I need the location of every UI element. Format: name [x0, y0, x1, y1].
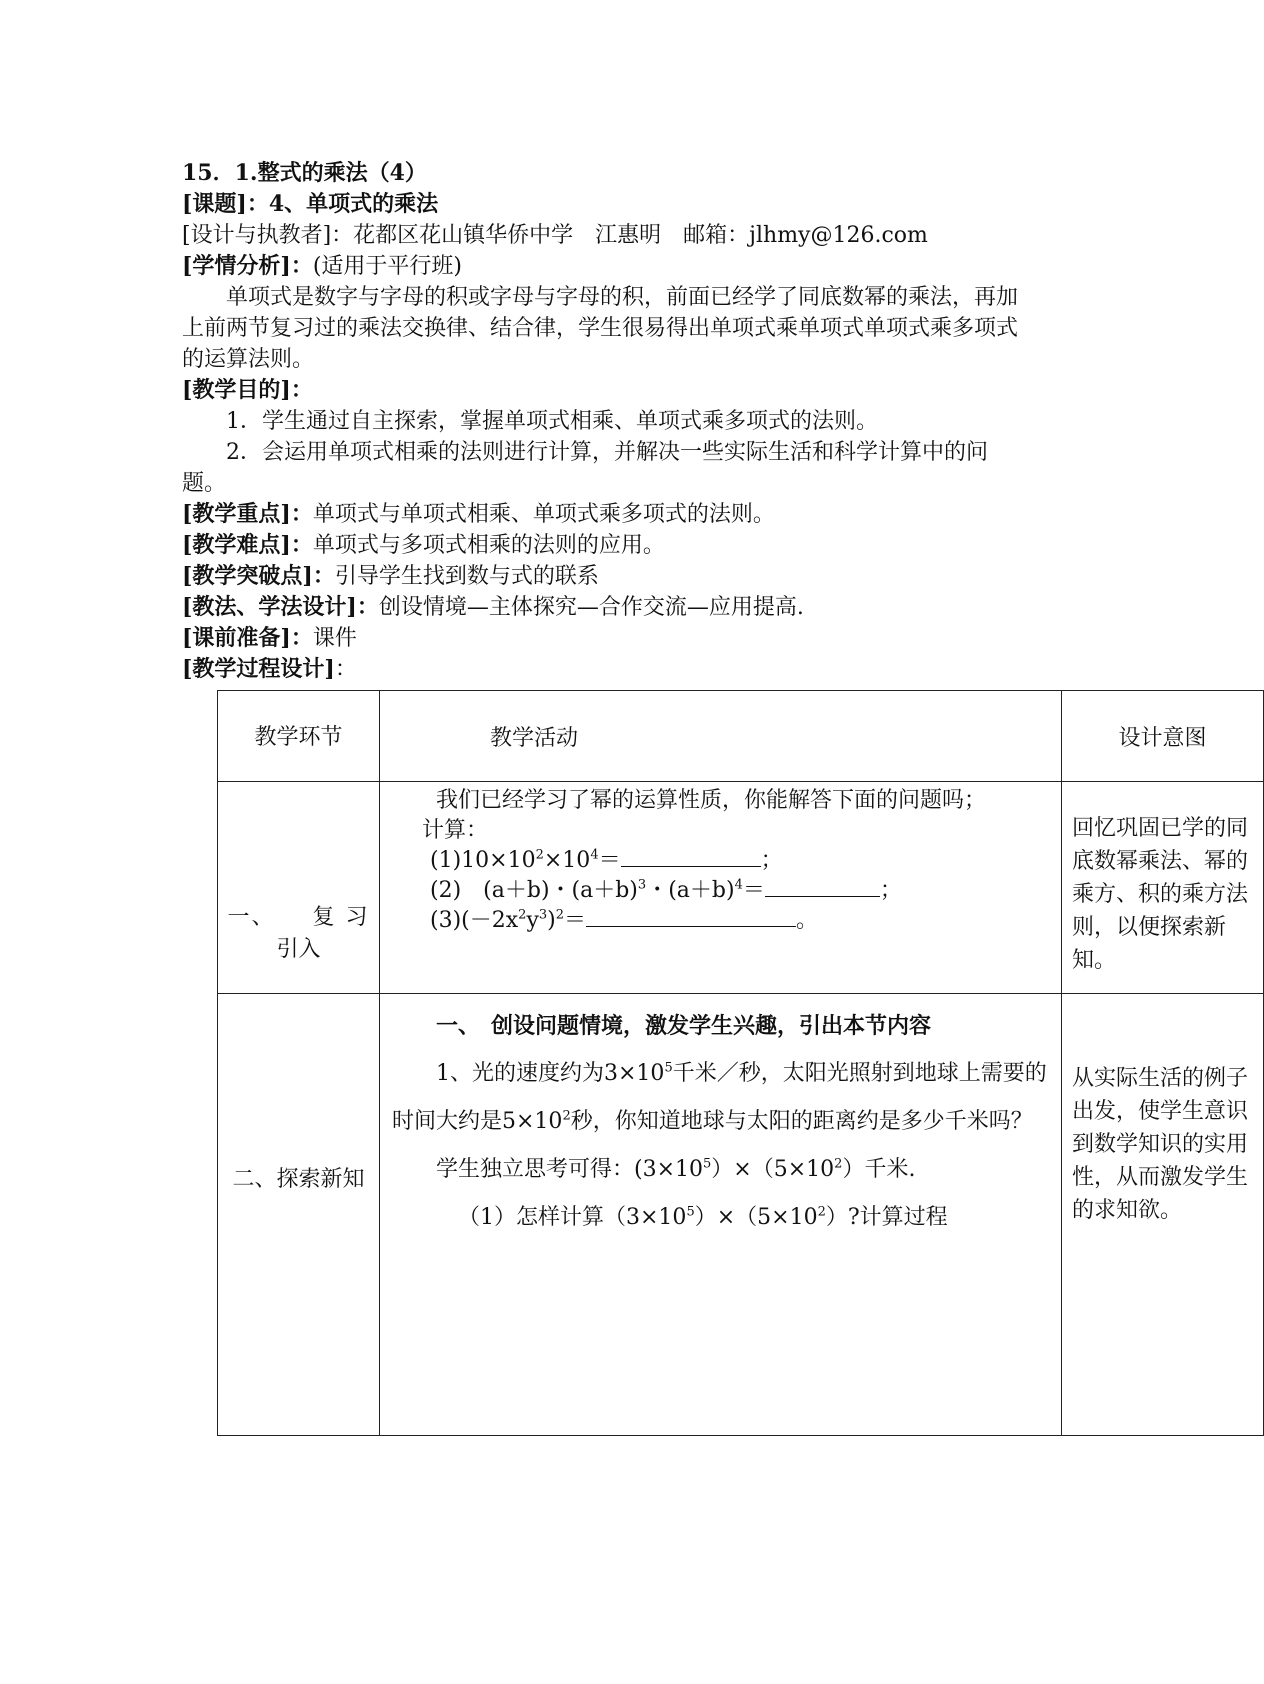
- calc-label: 计算：: [422, 818, 489, 843]
- answer-blank-2: [765, 876, 880, 897]
- q2-exp1: 3: [637, 877, 647, 893]
- q1-eq: ＝: [598, 848, 621, 873]
- step-cell-review: [218, 782, 380, 994]
- method-value: 创设情境—主体探究—合作交流—应用提高.: [378, 595, 804, 620]
- p1-exp1: 5: [664, 1060, 673, 1076]
- review-intro: 我们已经学习了幂的运算性质，你能解答下面的问题吗；: [436, 788, 987, 813]
- q1-mid: ×10: [543, 848, 591, 873]
- designer-label: [设计与执教者]：: [182, 223, 354, 248]
- q1-exp1: 2: [535, 847, 544, 863]
- intent-cell-explore: 从实际生活的例子出发，使学生意识到数学知识的实用性，从而激发学生的求知欲。: [1062, 994, 1264, 1436]
- designer-line: [182, 220, 1042, 251]
- goals-label: [教学目的]：: [182, 377, 313, 403]
- step-text-b: 引入: [276, 937, 321, 962]
- step-cell-explore: 二、探索新知: [218, 994, 380, 1436]
- p2-c: ）千米.: [842, 1157, 916, 1182]
- focus-value: 单项式与单项式相乘、单项式乘多项式的法则。: [312, 502, 775, 527]
- analysis-text: 单项式是数字与字母的积或字母与字母的积，前面已经学了同底数幂的乘法，再加上前两节复习过的乘法交换律、结合律，学生很易得出单项式乘单项式单项式乘多项式的运算法则。: [182, 285, 1019, 372]
- p2-b: ）×（5×10: [711, 1157, 835, 1182]
- p1-b: 千米／秒，太阳光照射到地球上需要的时间大约是5×10: [392, 1061, 1047, 1134]
- answer-blank-1: [621, 846, 761, 867]
- goal-item-2: 2．会运用单项式相乘的法则进行计算，并解决一些实际生活和科学计算中的问题。: [182, 440, 988, 496]
- q2-eq: ＝: [742, 878, 765, 903]
- breakthrough-line: [182, 561, 1042, 592]
- process-colon: ：: [334, 657, 357, 682]
- table-row: [218, 782, 1264, 994]
- p3-exp2: 2: [817, 1204, 826, 1220]
- p2-exp2: 2: [834, 1156, 843, 1172]
- designer-value: 花都区花山镇华侨中学 江惠明 邮箱：jlhmy@126.com: [353, 223, 928, 248]
- col-header-intent: 设计意图: [1062, 691, 1264, 782]
- q2-prefix: (2) (a＋b)・(a＋b): [430, 878, 638, 903]
- difficulty-line: [182, 530, 1042, 561]
- question-2: [392, 876, 1053, 906]
- lesson-process-table: [217, 690, 1264, 1436]
- prep-value: 课件: [312, 626, 357, 651]
- q2-exp2: 4: [734, 877, 743, 893]
- q2-end: ；: [879, 878, 902, 903]
- process-label: [教学过程设计]: [182, 656, 335, 682]
- q3-eq: ＝: [564, 908, 587, 933]
- q1-prefix: (1)10×10: [430, 848, 536, 873]
- activity-cell-review: [380, 782, 1062, 994]
- analysis-label: [学情分析]：: [182, 253, 313, 279]
- q3-exp2: 3: [538, 907, 548, 923]
- p3-b: ）×（5×10: [694, 1205, 818, 1230]
- p2-exp1: 5: [703, 1156, 712, 1172]
- lesson-header: [182, 158, 1042, 685]
- question-1: [392, 846, 1053, 876]
- method-label: [教法、学法设计]：: [182, 594, 379, 620]
- q3-exp3: 2: [555, 907, 565, 923]
- topic-label: [课题]：: [182, 191, 269, 217]
- focus-line: [182, 499, 1042, 530]
- prep-label: [课前准备]：: [182, 625, 313, 651]
- lesson-title: 15．1.整式的乘法（4）: [182, 160, 427, 186]
- breakthrough-label: [教学突破点]：: [182, 563, 335, 589]
- col-header-activity: 教学活动: [380, 691, 1062, 782]
- question-3: [392, 906, 1053, 936]
- p3-c: ）?计算过程: [825, 1205, 948, 1230]
- analysis-line: [182, 251, 1042, 282]
- intent-cell-review: 回忆巩固已学的同底数幂乘法、幂的乘方、积的乘方法则，以便探索新知。: [1062, 782, 1264, 994]
- q3-exp1: 2: [518, 907, 527, 923]
- p2-a: 学生独立思考可得：(3×10: [436, 1157, 704, 1182]
- q2-mid: ・(a＋b): [646, 878, 735, 903]
- breakthrough-value: 引导学生找到数与式的联系: [334, 564, 599, 589]
- student-answer: [392, 1146, 1051, 1194]
- q3-mid: y: [526, 908, 539, 933]
- q3-close: ): [547, 908, 556, 933]
- q3-prefix: (3)(－2x: [430, 908, 519, 933]
- p1-c: 秒，你知道地球与太阳的距离约是多少千米吗？: [570, 1109, 1033, 1134]
- table-row: [218, 994, 1264, 1436]
- step-text-a: 一、 复 习: [227, 905, 370, 930]
- topic-line: [182, 189, 1042, 220]
- p3-exp1: 5: [686, 1204, 695, 1220]
- analysis-value: (适用于平行班): [312, 254, 462, 279]
- difficulty-label: [教学难点]：: [182, 532, 313, 558]
- method-line: [182, 592, 1042, 623]
- difficulty-value: 单项式与多项式相乘的法则的应用。: [312, 533, 665, 558]
- q1-exp2: 4: [590, 847, 599, 863]
- problem-1: [392, 1050, 1051, 1146]
- goal-item-1: 1．学生通过自主探索，掌握单项式相乘、单项式乘多项式的法则。: [226, 409, 878, 434]
- prep-line: [182, 623, 1042, 654]
- col-header-step: 教学环节: [218, 691, 380, 782]
- question-how: [392, 1194, 1051, 1242]
- p1-exp2: 2: [562, 1108, 571, 1124]
- topic-value: 4、单项式的乘法: [268, 191, 439, 217]
- answer-blank-3: [586, 906, 796, 927]
- section-heading: 一、 创设问题情境，激发学生兴趣，引出本节内容: [436, 1013, 932, 1039]
- p1-a: 1、光的速度约为3×10: [436, 1061, 665, 1086]
- table-header-row: [218, 691, 1264, 782]
- p3-a: （1）怎样计算（3×10: [458, 1205, 687, 1230]
- q3-end: 。: [796, 908, 819, 933]
- activity-cell-explore: [380, 994, 1062, 1436]
- q1-end: ；: [760, 848, 783, 873]
- process-line: [182, 654, 1042, 685]
- focus-label: [教学重点]：: [182, 501, 313, 527]
